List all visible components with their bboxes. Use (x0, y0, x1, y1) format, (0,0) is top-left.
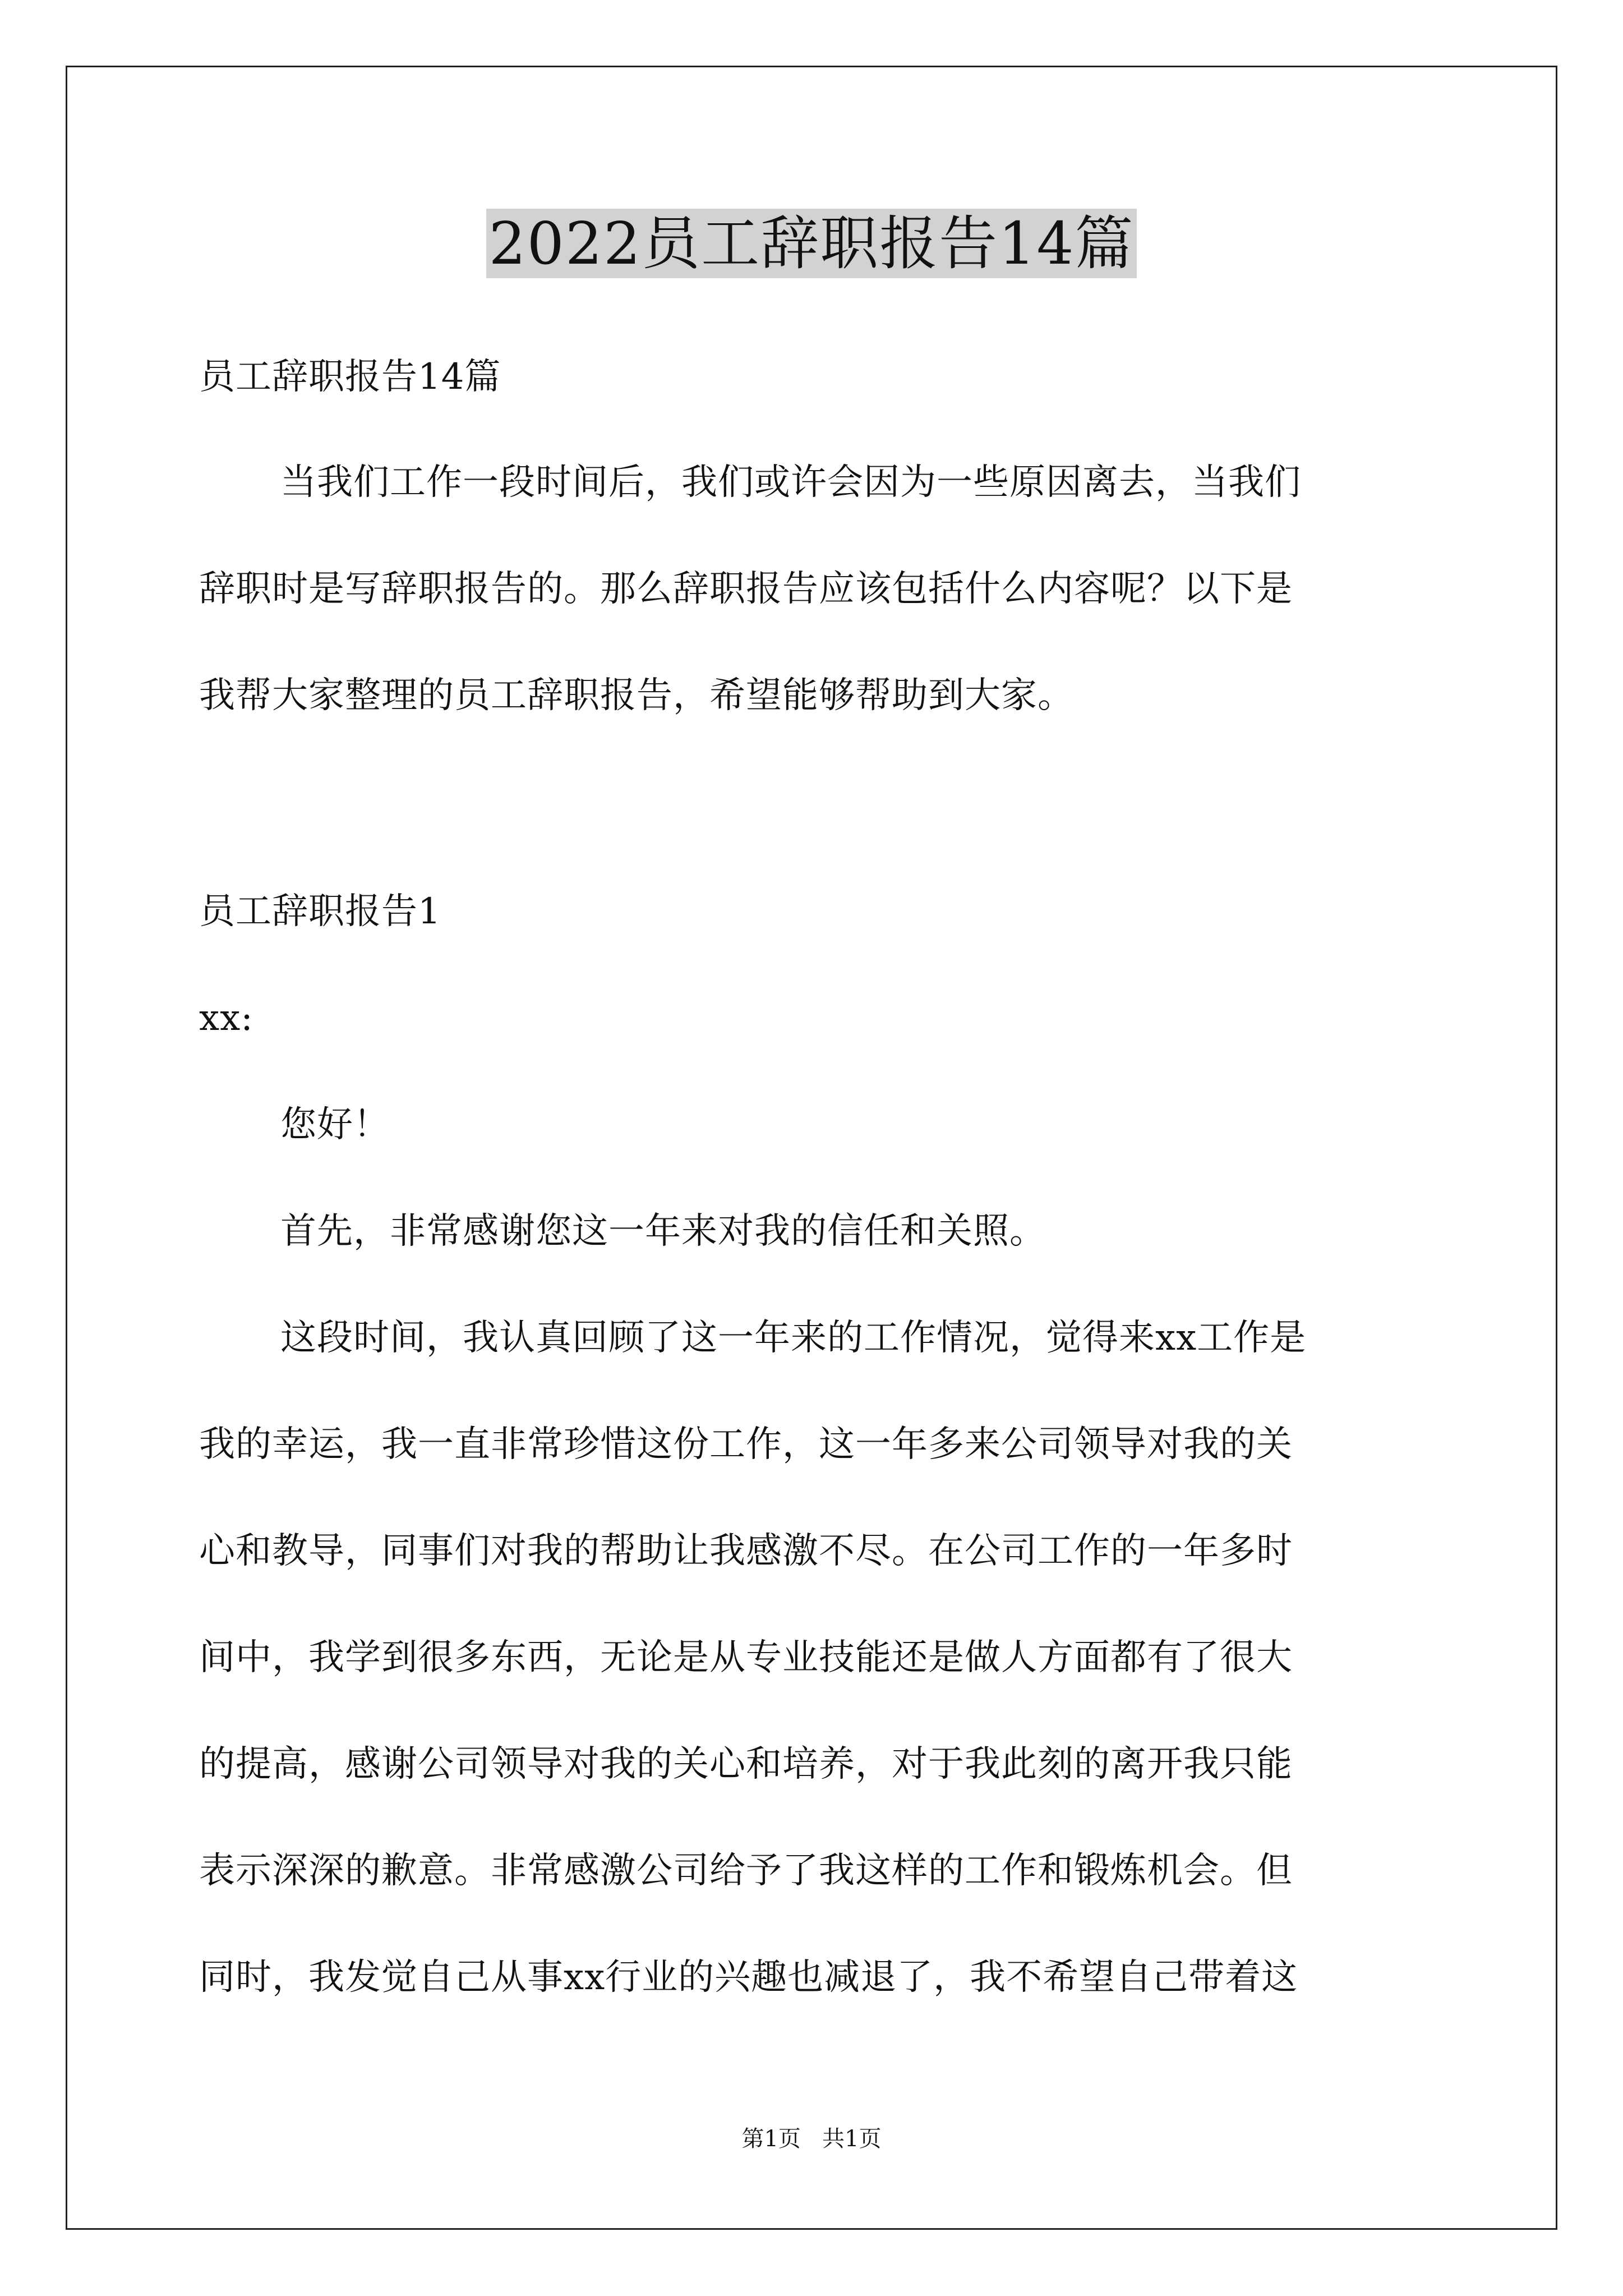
intro-line: 当我们工作一段时间后，我们或许会因为一些原因离去，当我们 (280, 462, 1301, 503)
paragraph-line: 同时，我发觉自己从事xx行业的兴趣也减退了，我不希望自己带着这 (199, 1957, 1298, 1998)
paragraph-line: 我的幸运，我一直非常珍惜这份工作，这一年多来公司领导对我的关 (199, 1424, 1293, 1465)
paragraph-line: 首先，非常感谢您这一年来对我的信任和关照。 (280, 1211, 1046, 1252)
page-number-footer: 第1页 共1页 (741, 2126, 882, 2152)
intro-line: 辞职时是写辞职报告的。那么辞职报告应该包括什么内容呢？以下是 (199, 568, 1293, 610)
paragraph-line: 间中，我学到很多东西，无论是从专业技能还是做人方面都有了很大 (199, 1637, 1293, 1678)
document-subtitle: 员工辞职报告14篇 (199, 356, 501, 398)
paragraph-line: 表示深深的歉意。非常感激公司给予了我这样的工作和锻炼机会。但 (199, 1850, 1293, 1892)
paragraph-line: 心和教导，同事们对我的帮助让我感激不尽。在公司工作的一年多时 (199, 1530, 1293, 1572)
paragraph-line: 的提高，感谢公司领导对我的关心和培养，对于我此刻的离开我只能 (199, 1743, 1293, 1785)
paragraph-line: 这段时间，我认真回顾了这一年来的工作情况，觉得来xx工作是 (280, 1317, 1307, 1359)
intro-line: 我帮大家整理的员工辞职报告，希望能够帮助到大家。 (199, 675, 1074, 716)
salutation: xx: (199, 997, 253, 1039)
document-title: 2022员工辞职报告14篇 (486, 209, 1136, 278)
section-heading: 员工辞职报告1 (199, 891, 441, 932)
title-container (0, 209, 1623, 278)
greeting: 您好！ (280, 1104, 390, 1145)
